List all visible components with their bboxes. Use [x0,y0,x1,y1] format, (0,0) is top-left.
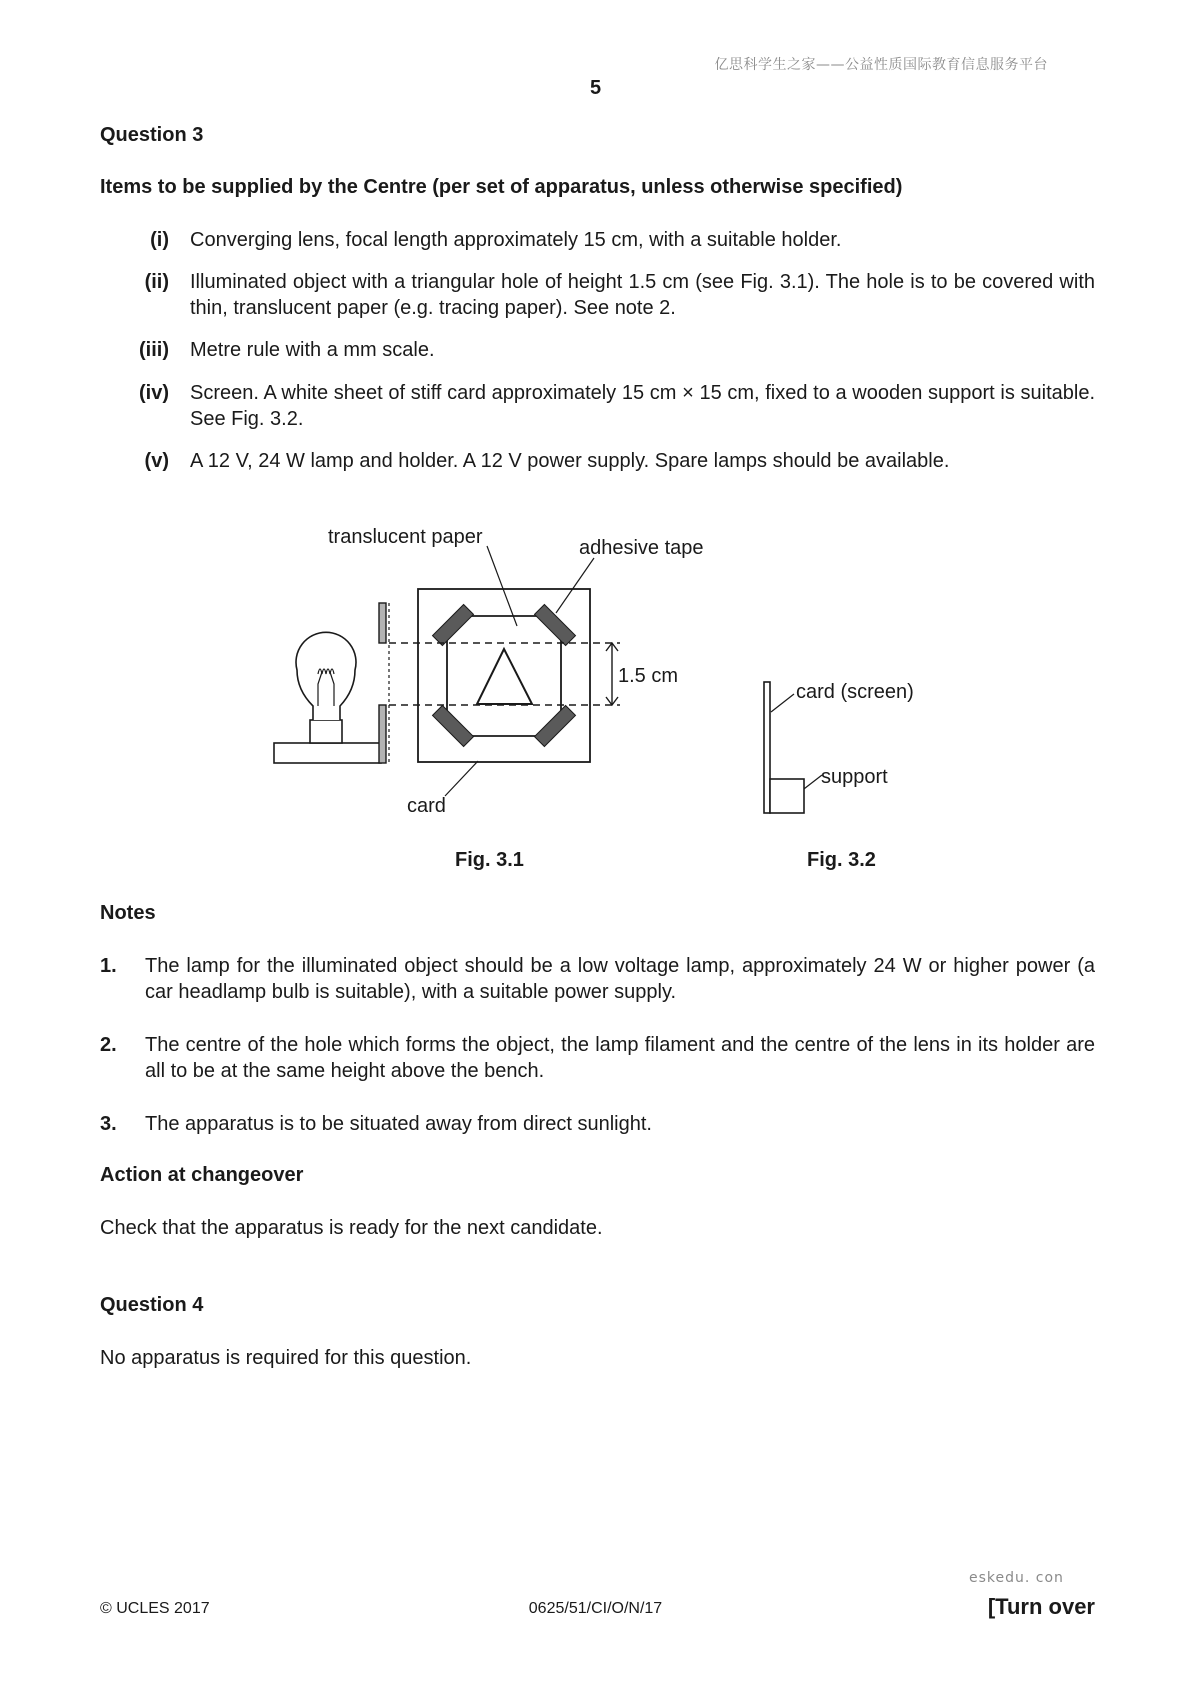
adhesive-tape-strips [432,604,575,746]
item-number: (v) [144,450,169,472]
changeover-heading: Action at changeover [100,1164,304,1186]
label-adhesive-tape: adhesive tape [579,537,704,559]
notes-heading: Notes [100,902,156,924]
label-card-screen: card (screen) [796,681,914,703]
figures-3-1-3-2 [0,500,1191,880]
fig-3-2-caption: Fig. 3.2 [807,849,876,871]
item-number: (iv) [139,382,169,404]
page-number: 5 [589,77,602,99]
item-number: (ii) [144,271,169,293]
lamp-icon [274,632,381,763]
label-support: support [821,766,888,788]
label-height: 1.5 cm [618,665,679,687]
footer-copyright: © UCLES 2017 [100,1600,210,1617]
dimension-lines [389,643,620,705]
lamp-housing-plate [379,603,389,763]
card-object [418,589,590,762]
question-4-title: Question 4 [100,1294,204,1316]
question-4-text: No apparatus is required for this question. [100,1347,472,1369]
fig-3-1-caption: Fig. 3.1 [455,849,524,871]
question-3-title: Question 3 [100,124,204,146]
footer-code: 0625/51/CI/O/N/17 [528,1600,663,1617]
note-number: 1. [100,955,117,977]
note-text: The apparatus is to be situated away from direct sunlight. [145,1113,652,1135]
item-text: Illuminated object with a triangular hole of height 1.5 cm (see Fig. 3.1). The hole is to be covered with thin, translucent paper (e.g. tracing paper). See note 2. [190,271,1095,319]
item-text: Metre rule with a mm scale. [190,339,435,361]
item-text: Screen. A white sheet of stiff card approximately 15 cm × 15 cm, fixed to a wooden support is suitable. See Fig. 3.2. [190,382,1095,430]
header-watermark: 亿思科学生之家——公益性质国际教育信息服务平台 [714,57,1048,73]
label-card: card [407,795,446,817]
note-number: 3. [100,1113,117,1135]
changeover-text: Check that the apparatus is ready for the next candidate. [100,1217,603,1239]
item-text: Converging lens, focal length approximately 15 cm, with a suitable holder. [190,229,842,251]
item-number: (iii) [139,339,169,361]
footer-watermark: eskedu. con [969,1570,1064,1586]
note-text: The lamp for the illuminated object should be a low voltage lamp, approximately 24 W or higher power (a car headlamp bulb is suitable), with a suitable power supply. [145,955,1095,1003]
items-heading: Items to be supplied by the Centre (per set of apparatus, unless otherwise specified) [100,176,903,198]
turn-over-label: [Turn over [987,1594,1095,1619]
item-text: A 12 V, 24 W lamp and holder. A 12 V power supply. Spare lamps should be available. [190,450,950,472]
item-number: (i) [150,229,169,251]
label-translucent-paper: translucent paper [328,526,483,548]
note-number: 2. [100,1034,117,1056]
note-text: The centre of the hole which forms the object, the lamp filament and the centre of the lens in its holder are all to be at the same height above the bench. [145,1034,1095,1082]
